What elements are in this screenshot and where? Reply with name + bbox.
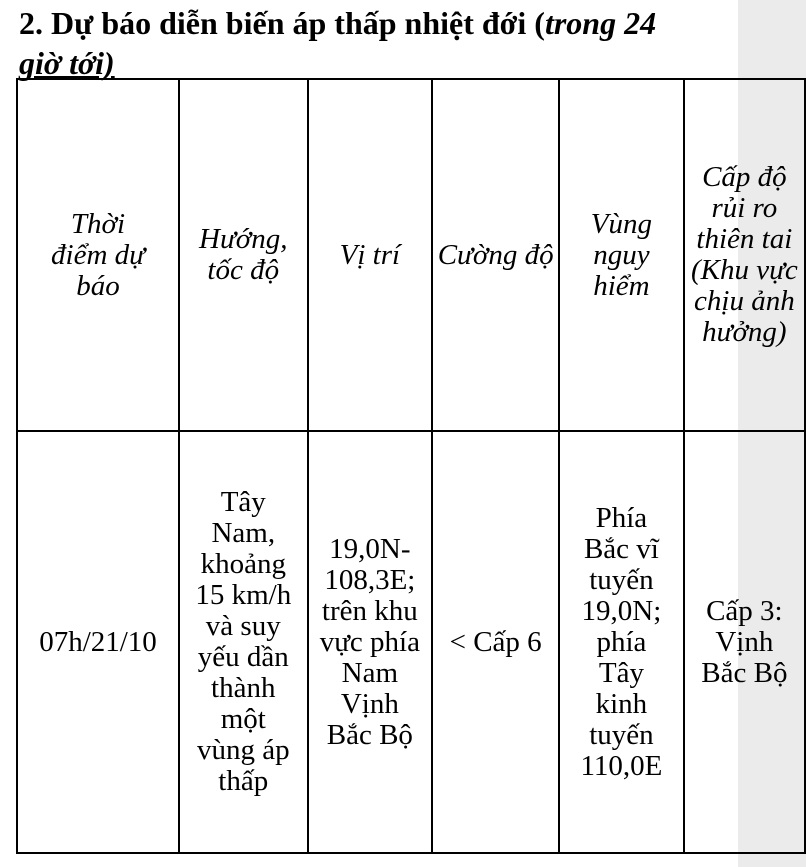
cell-forecast-time: 07h/21/10 (17, 431, 179, 853)
cell-risk-level: Cấp 3: Vịnh Bắc Bộ (684, 431, 805, 853)
header-danger-zone: Vùng nguy hiểm (559, 79, 684, 431)
cell-direction-speed: Tây Nam, khoảng 15 km/h và suy yếu dần thành một vùng áp thấp (179, 431, 308, 853)
cell-danger-zone: Phía Bắc vĩ tuyến 19,0N; phía Tây kinh tuyến 110,0E (559, 431, 684, 853)
cell-intensity: < Cấp 6 (432, 431, 559, 853)
header-intensity: Cường độ (432, 79, 559, 431)
table-header-row (17, 79, 805, 431)
header-direction-speed: Hướng, tốc độ (179, 79, 308, 431)
header-risk-level: Cấp độ rủi ro thiên tai (Khu vực chịu ảnh hưởng) (684, 79, 805, 431)
section-heading-bold: 2. Dự báo diễn biến áp thấp nhiệt đới ( (19, 5, 545, 41)
section-heading-line2: giờ tới) (19, 45, 115, 81)
header-forecast-time: Thời điểm dự báo (17, 79, 179, 431)
forecast-table (16, 78, 806, 854)
section-heading-italic: trong 24 (544, 5, 657, 41)
section-heading (19, 4, 729, 42)
table-row (17, 431, 805, 853)
header-position: Vị trí (308, 79, 433, 431)
cell-position: 19,0N-108,3E; trên khu vực phía Nam Vịnh Bắc Bộ (308, 431, 433, 853)
